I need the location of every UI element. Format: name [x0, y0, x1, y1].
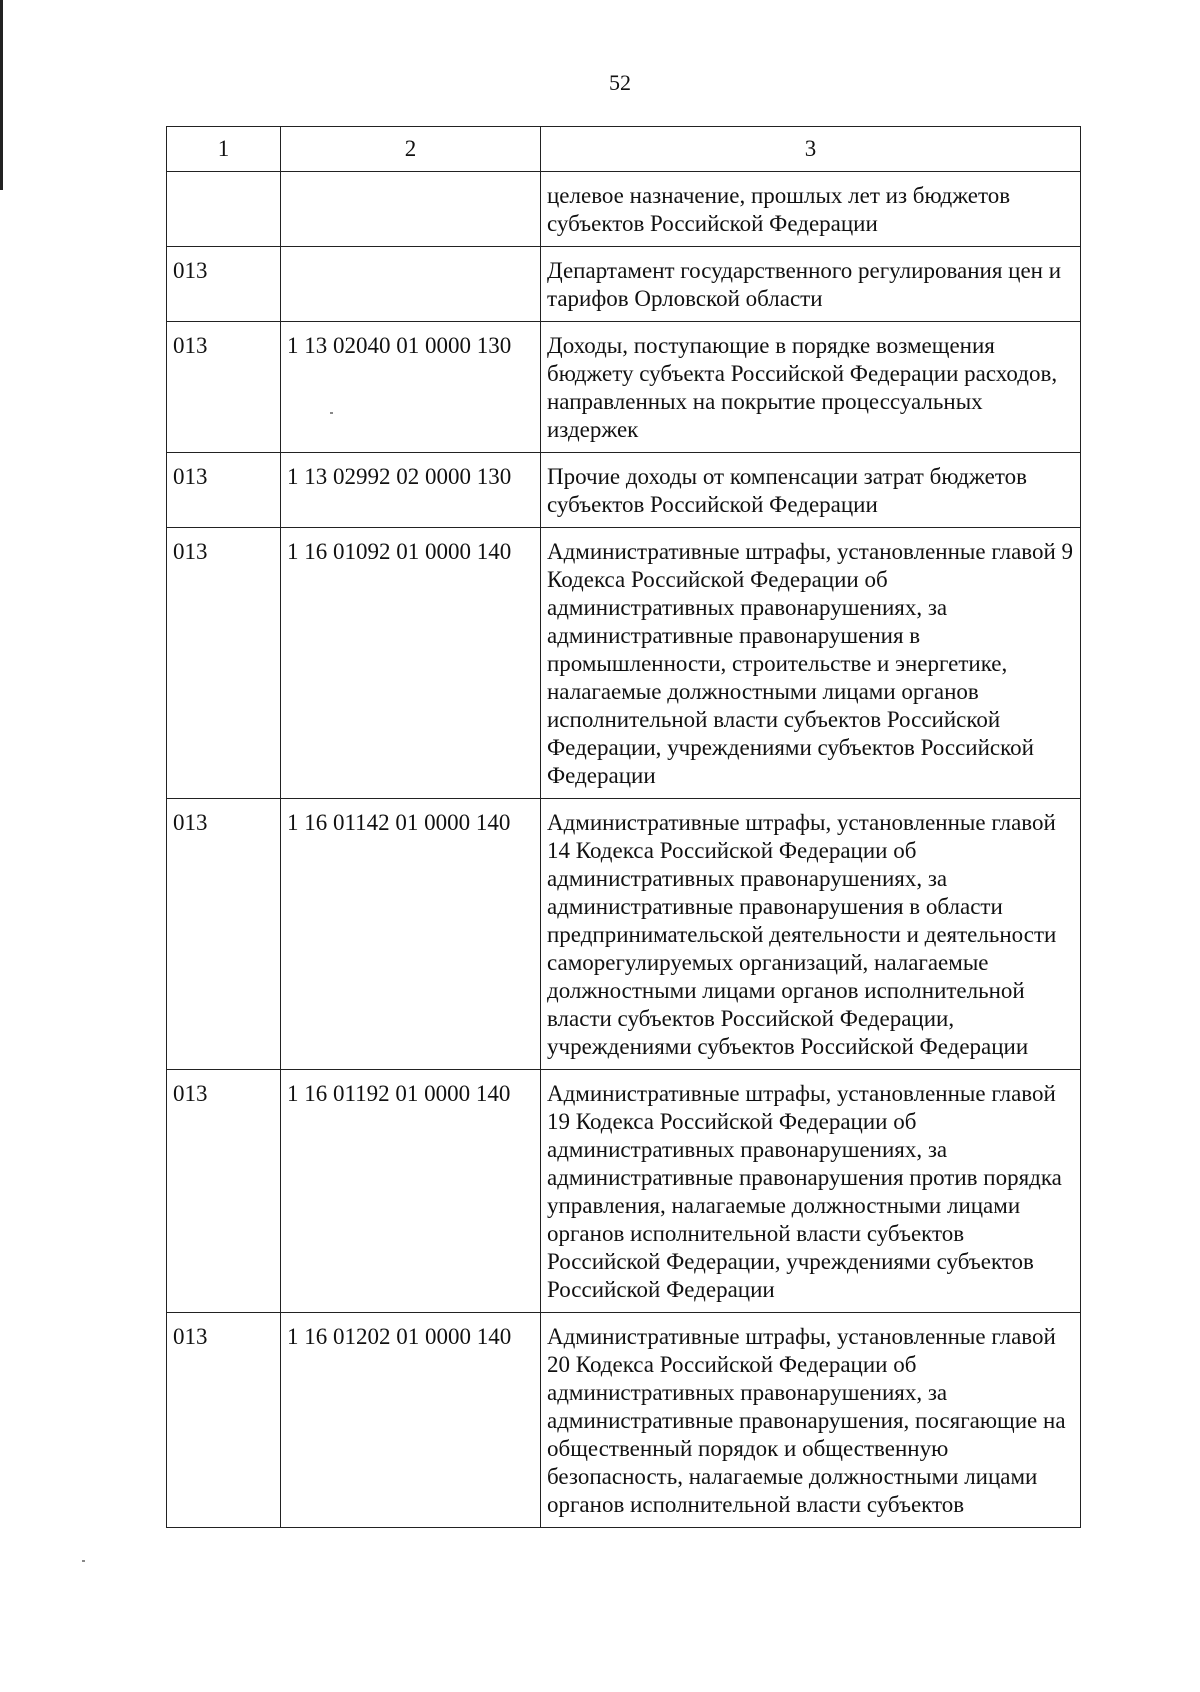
admin-code-cell: 013	[167, 799, 281, 1070]
header-col-1: 1	[167, 127, 281, 172]
table-row	[167, 1070, 1081, 1313]
description-cell: Административные штрафы, установленные главой 14 Кодекса Российской Федерации об административных правонарушениях, за административные правонарушения в области предпринимательской деятельности и деятельности саморегулируемых организаций, налагаемые должностными лицами органов исполнительной власти субъектов Российской Федерации, учреждениями субъектов Российской Федерации	[541, 799, 1081, 1070]
description-cell: Доходы, поступающие в порядке возмещения бюджету субъекта Российской Федерации расходов, направленных на покрытие процессуальных издержек	[541, 322, 1081, 453]
revenue-code-cell: 1 16 01192 01 0000 140	[281, 1070, 541, 1313]
header-col-3: 3	[541, 127, 1081, 172]
table-row	[167, 247, 1081, 322]
scan-artifact	[330, 412, 333, 414]
admin-code-cell: 013	[167, 1070, 281, 1313]
description-cell: Административные штрафы, установленные главой 20 Кодекса Российской Федерации об административных правонарушениях, за административные правонарушения, посягающие на общественный порядок и общественную безопасность, налагаемые должностными лицами органов исполнительной власти субъектов	[541, 1313, 1081, 1528]
revenue-code-cell: 1 13 02992 02 0000 130	[281, 453, 541, 528]
admin-code-cell: 013	[167, 322, 281, 453]
description-cell: Административные штрафы, установленные главой 19 Кодекса Российской Федерации об административных правонарушениях, за административные правонарушения против порядка управления, налагаемые должностными лицами органов исполнительной власти субъектов Российской Федерации, учреждениями субъектов Российской Федерации	[541, 1070, 1081, 1313]
revenue-code-cell	[281, 247, 541, 322]
revenue-code-cell: 1 16 01202 01 0000 140	[281, 1313, 541, 1528]
table-row	[167, 322, 1081, 453]
table-row	[167, 453, 1081, 528]
table-row	[167, 1313, 1081, 1528]
admin-code-cell	[167, 172, 281, 247]
table-row	[167, 528, 1081, 799]
description-cell: Административные штрафы, установленные главой 9 Кодекса Российской Федерации об административных правонарушениях, за административные правонарушения в промышленности, строительстве и энергетике, налагаемые должностными лицами органов исполнительной власти субъектов Российской Федерации, учреждениями субъектов Российской Федерации	[541, 528, 1081, 799]
page-number: 52	[609, 70, 631, 95]
description-cell: Департамент государственного регулирования цен и тарифов Орловской области	[541, 247, 1081, 322]
revenue-code-cell	[281, 172, 541, 247]
admin-code-cell: 013	[167, 1313, 281, 1528]
revenue-codes-table	[166, 126, 1081, 1528]
description-cell: Прочие доходы от компенсации затрат бюджетов субъектов Российской Федерации	[541, 453, 1081, 528]
table-row	[167, 172, 1081, 247]
revenue-code-cell: 1 16 01142 01 0000 140	[281, 799, 541, 1070]
admin-code-cell: 013	[167, 247, 281, 322]
header-col-2: 2	[281, 127, 541, 172]
revenue-code-cell: 1 13 02040 01 0000 130	[281, 322, 541, 453]
admin-code-cell: 013	[167, 453, 281, 528]
revenue-code-cell: 1 16 01092 01 0000 140	[281, 528, 541, 799]
description-cell: целевое назначение, прошлых лет из бюджетов субъектов Российской Федерации	[541, 172, 1081, 247]
table-header-row	[167, 127, 1081, 172]
table-row	[167, 799, 1081, 1070]
admin-code-cell: 013	[167, 528, 281, 799]
scan-artifact	[82, 1560, 85, 1562]
